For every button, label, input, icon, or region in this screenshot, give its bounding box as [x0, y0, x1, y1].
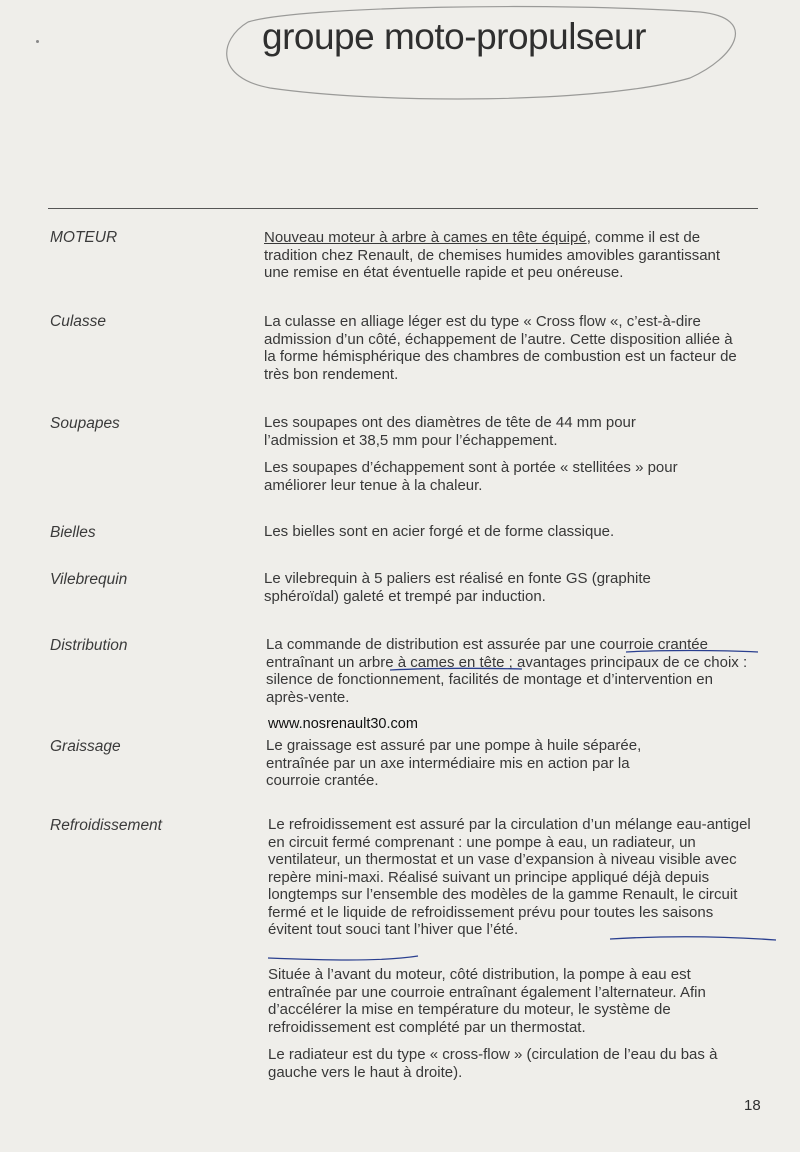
section-label-bielles: Bielles	[50, 524, 96, 541]
bielles-paragraph: Les bielles sont en acier forgé et de forme classique.	[264, 523, 615, 540]
underlined-phrase: Nouveau moteur à arbre à cames en tête équipé	[264, 229, 587, 246]
refroidissement-paragraph-1: Le refroidissement est assuré par la circulation d’un mélange eau-antigel en circuit fermé comprenant : une pompe à eau, un radiateur, un ventilateur, un thermostat et un vase d’expansion à niveau visible avec repère mini-maxi. Réalisé suivant un principe appliqué déjà depuis longtemps sur l’ensemble des modèles de la gamme Renault, le circuit fermé et le liquide de refroidissement prévu pour toutes les saisons évitent tout souci tant l’hiver que l’été.	[268, 816, 751, 938]
culasse-paragraph: La culasse en alliage léger est du type « Cross flow «, c’est-à-dire admission d’un côté, échappement de l’autre. Cette disposition alliée à la forme hémisphérique des chambres de combustion est un facteur de très bon rendement.	[264, 313, 737, 383]
section-label-graissage: Graissage	[50, 738, 121, 755]
distribution-paragraph: La commande de distribution est assurée par une courroie crantée entraînant un arbre à cames en tête ; avantages principaux de ce choix : silence de fonctionnement, facilités de montage et d’intervention en après-vente.	[266, 636, 748, 706]
soupapes-paragraph-1: Les soupapes ont des diamètres de tête de 44 mm pour l’admission et 38,5 mm pour l’échappement.	[264, 414, 636, 449]
section-divider	[48, 208, 758, 209]
section-label-soupapes: Soupapes	[50, 415, 120, 432]
website-watermark: www.nosrenault30.com	[268, 716, 418, 732]
section-label-refroidissement: Refroidissement	[50, 817, 162, 834]
vilebrequin-paragraph: Le vilebrequin à 5 paliers est réalisé en fonte GS (graphite sphéroïdal) galeté et trempé par induction.	[264, 570, 651, 605]
section-label-culasse: Culasse	[50, 313, 106, 330]
page-number: 18	[744, 1097, 761, 1114]
graissage-paragraph: Le graissage est assuré par une pompe à huile séparée, entraînée par un axe intermédiaire mis en action par la courroie crantée.	[266, 737, 642, 789]
section-label-distribution: Distribution	[50, 637, 128, 654]
page-title: groupe moto-propulseur	[262, 16, 646, 57]
refroidissement-paragraph-3: Le radiateur est du type « cross-flow » (circulation de l’eau du bas à gauche vers le haut à droite).	[268, 1046, 718, 1081]
soupapes-paragraph-2: Les soupapes d’échappement sont à portée « stellitées » pour améliorer leur tenue à la chaleur.	[264, 459, 678, 494]
section-label-moteur: MOTEUR	[50, 229, 118, 246]
refroidissement-paragraph-2: Située à l’avant du moteur, côté distribution, la pompe à eau est entraînée par une courroie entraînant également l’alternateur. Afin d’accélérer la mise en température du moteur, le système de refroidissement est complété par un thermostat.	[268, 966, 706, 1036]
paragraph-text: , comme il est de tradition chez Renault, de chemises humides amovibles garantissant une remise en état éventuelle rapide et peu onéreuse.	[264, 229, 721, 281]
pen-underline-hiver	[268, 956, 418, 960]
section-label-vilebrequin: Vilebrequin	[50, 571, 128, 588]
moteur-paragraph	[264, 229, 744, 282]
